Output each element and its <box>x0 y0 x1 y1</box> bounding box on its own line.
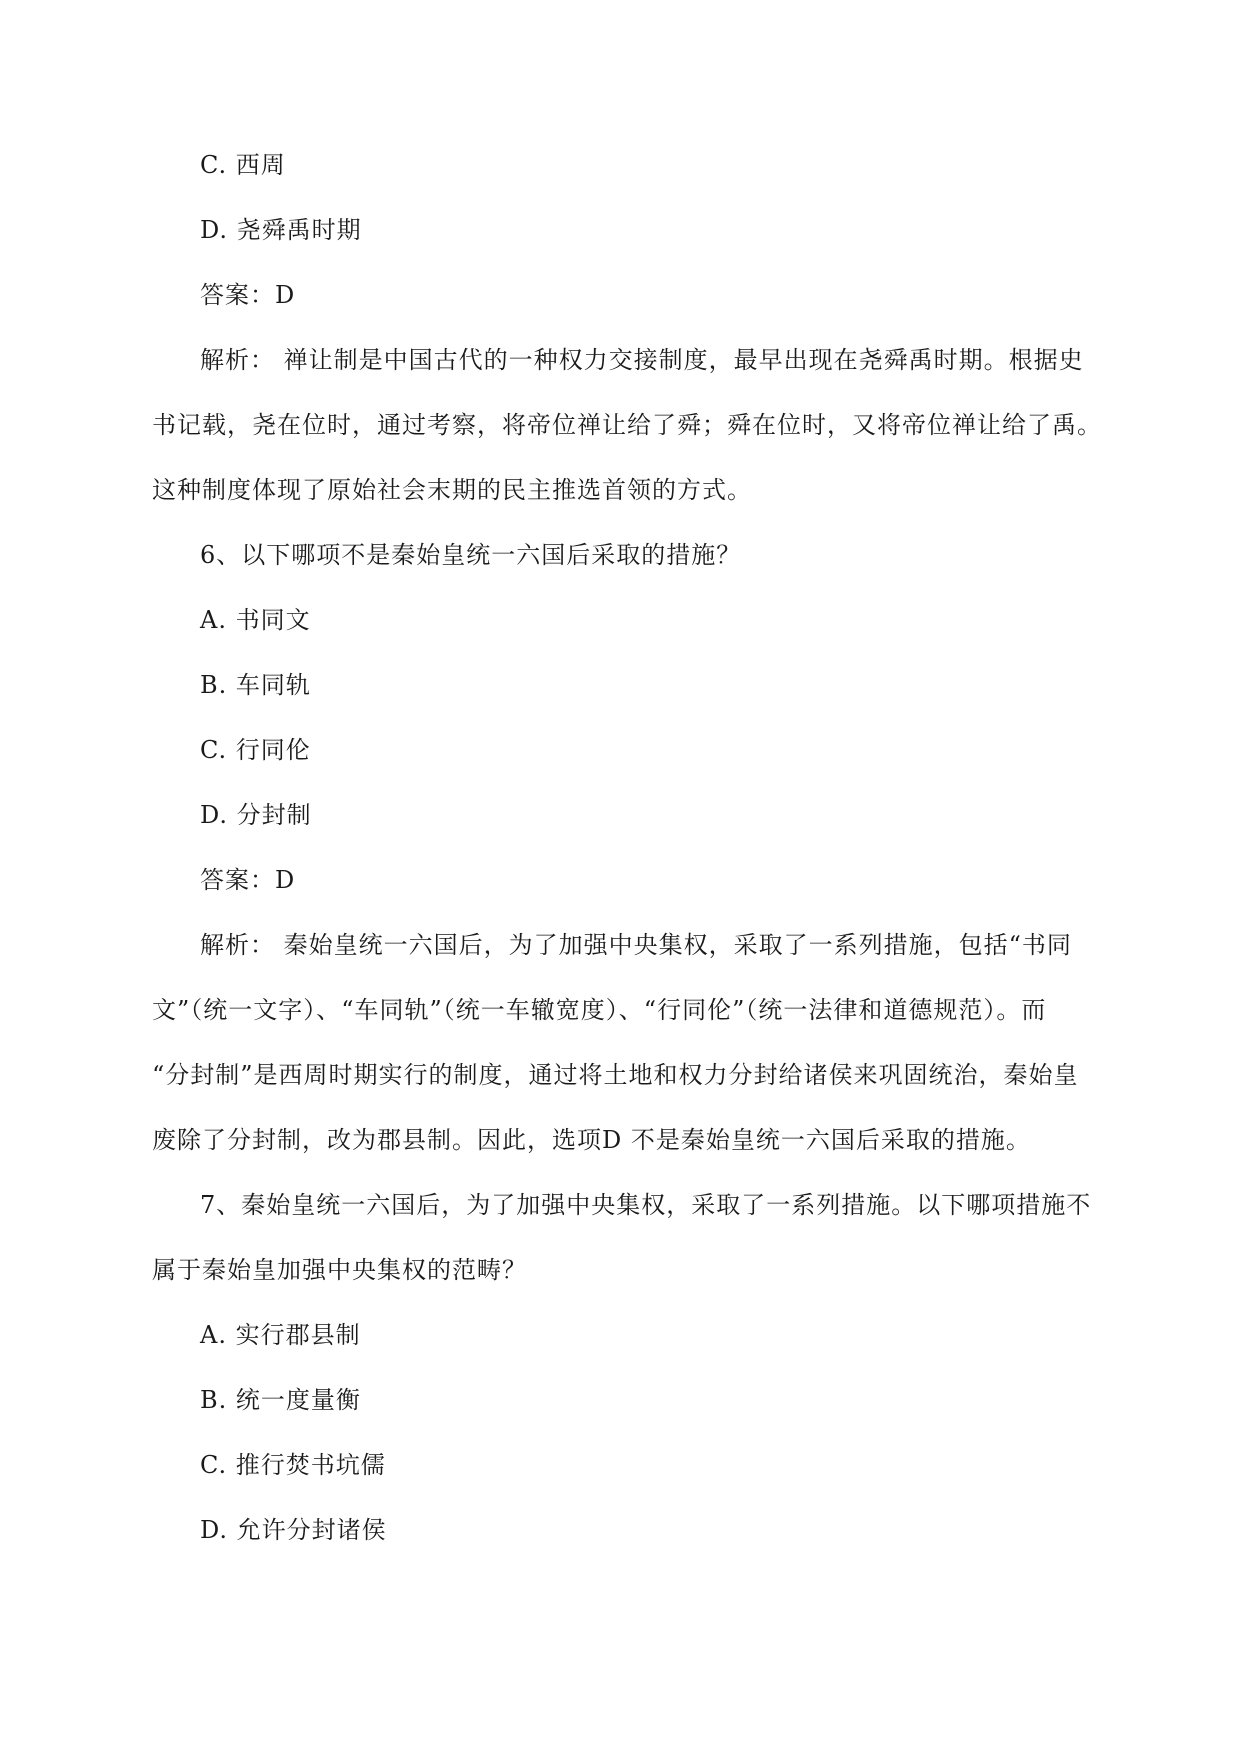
q7-option-a: A. 实行郡县制 <box>200 1321 361 1349</box>
q6-option-a: A. 书同文 <box>200 606 311 634</box>
q5-analysis-line-2: 书记载，尧在位时，通过考察，将帝位禅让给了舜；舜在位时，又将帝位禅让给了禹。 <box>152 411 1102 439</box>
q5-option-d: D. 尧舜禹时期 <box>200 216 362 244</box>
q5-analysis-line-3: 这种制度体现了原始社会末期的民主推选首领的方式。 <box>152 476 752 504</box>
q6-option-b: B. 车同轨 <box>200 671 311 699</box>
q6-analysis-line-4: 废除了分封制，改为郡县制。因此，选项D 不是秦始皇统一六国后采取的措施。 <box>152 1126 1031 1154</box>
q7-option-c: C. 推行焚书坑儒 <box>200 1451 386 1479</box>
q6-option-c: C. 行同伦 <box>200 736 311 764</box>
q6-answer: 答案：D <box>200 866 296 894</box>
q6-analysis-line-1: 解析： 秦始皇统一六国后，为了加强中央集权，采取了一系列措施，包括“书同 <box>200 931 1072 959</box>
q7-question-line-1: 7、秦始皇统一六国后，为了加强中央集权，采取了一系列措施。以下哪项措施不 <box>200 1191 1092 1219</box>
q5-answer: 答案：D <box>200 281 296 309</box>
q6-analysis-line-3: “分封制”是西周时期实行的制度，通过将土地和权力分封给诸侯来巩固统治，秦始皇 <box>152 1061 1079 1089</box>
q5-analysis-line-1: 解析： 禅让制是中国古代的一种权力交接制度，最早出现在尧舜禹时期。根据史 <box>200 346 1084 374</box>
q6-question: 6、以下哪项不是秦始皇统一六国后采取的措施？ <box>200 541 742 569</box>
q7-question-line-2: 属于秦始皇加强中央集权的范畴？ <box>152 1256 527 1284</box>
q5-option-c: C. 西周 <box>200 151 286 179</box>
q7-option-b: B. 统一度量衡 <box>200 1386 361 1414</box>
q6-analysis-line-2: 文”（统一文字）、“车同轨”（统一车辙宽度）、“行同伦”（统一法律和道德规范）。而 <box>152 996 1047 1024</box>
q6-option-d: D. 分封制 <box>200 801 312 829</box>
q7-option-d: D. 允许分封诸侯 <box>200 1516 387 1544</box>
